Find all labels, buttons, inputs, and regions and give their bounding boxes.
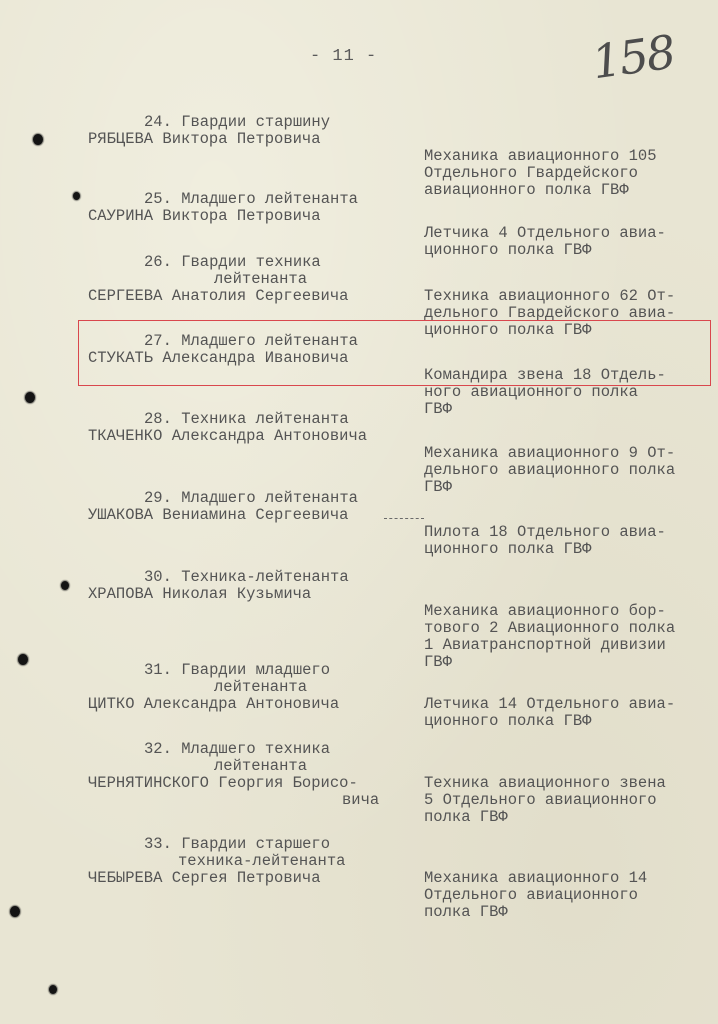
entry-name: УШАКОВА Вениамина Сергеевича (88, 506, 349, 524)
entry-rank: 31. Гвардии младшего (144, 661, 331, 679)
entry-description: Пилота 18 Отдельного авиа- ционного полка ГВФ (424, 523, 666, 558)
highlight-box (78, 320, 711, 386)
entry-name: СЕРГЕЕВА Анатолия Сергеевича (88, 287, 349, 305)
punch-hole (73, 192, 80, 200)
entry-name: РЯБЦЕВА Виктора Петровича (88, 130, 321, 148)
entry-description: Механика авиационного 14 Отдельного авиационного полка ГВФ (424, 869, 648, 921)
entry-description: Механика авиационного 105 Отдельного Гвардейского авиационного полка ГВФ (424, 147, 657, 199)
entry-name: ЧЕРНЯТИНСКОГО Георгия Борисо- (88, 774, 358, 792)
entry-name: ТКАЧЕНКО Александра Антоновича (88, 427, 368, 445)
punch-hole (18, 654, 28, 665)
entry-rank: 28. Техника лейтенанта (144, 410, 349, 428)
entry-description: Летчика 4 Отдельного авиа- ционного полка ГВФ (424, 224, 666, 259)
entry-description: Техника авиационного звена 5 Отдельного авиационного полка ГВФ (424, 774, 666, 826)
entry-rank-cont: лейтенанта (214, 270, 308, 288)
entry-description: Механика авиационного 9 От- дельного авиационного полка ГВФ (424, 444, 676, 496)
punch-hole (49, 985, 57, 994)
entry-rank: 33. Гвардии старшего (144, 835, 331, 853)
entry-rank: 32. Младшего техника (144, 740, 331, 758)
entry-description: Командира звена 18 Отдель- ного авиационного полка ГВФ (424, 366, 666, 418)
punch-hole (10, 906, 20, 917)
entry-name: ЧЕБЫРЕВА Сергея Петровича (88, 869, 321, 887)
entry-rank-cont: лейтенанта (214, 757, 308, 775)
entry-description: Техника авиационного 62 От- дельного Гвардейского авиа- ционного полка ГВФ (424, 287, 676, 339)
entry-description: Механика авиационного бор- тового 2 Авиационного полка 1 Авиатранспортной дивизии ГВФ (424, 602, 676, 671)
entry-rank-cont: техника-лейтенанта (178, 852, 346, 870)
punch-hole (25, 392, 35, 403)
page-number: - 11 - (310, 47, 378, 66)
leader-line (384, 518, 424, 519)
punch-hole (61, 581, 69, 590)
entry-rank-cont: лейтенанта (214, 678, 308, 696)
entry-name: ХРАПОВА Николая Кузьмича (88, 585, 312, 603)
entry-rank: 30. Техника-лейтенанта (144, 568, 349, 586)
entry-rank: 29. Младшего лейтенанта (144, 489, 358, 507)
entry-rank: 25. Младшего лейтенанта (144, 190, 358, 208)
entry-name-cont: вича (342, 791, 380, 809)
entry-rank: 24. Гвардии старшину (144, 113, 331, 131)
archive-number: 158 (588, 24, 678, 90)
punch-hole (33, 134, 43, 145)
entry-name: САУРИНА Виктора Петровича (88, 207, 321, 225)
entry-rank: 26. Гвардии техника (144, 253, 321, 271)
entry-rank: 27. Младшего лейтенанта (144, 332, 358, 350)
entry-name: СТУКАТЬ Александра Ивановича (88, 349, 349, 367)
entry-description: Летчика 14 Отдельного авиа- ционного полка ГВФ (424, 695, 676, 730)
entry-name: ЦИТКО Александра Антоновича (88, 695, 340, 713)
